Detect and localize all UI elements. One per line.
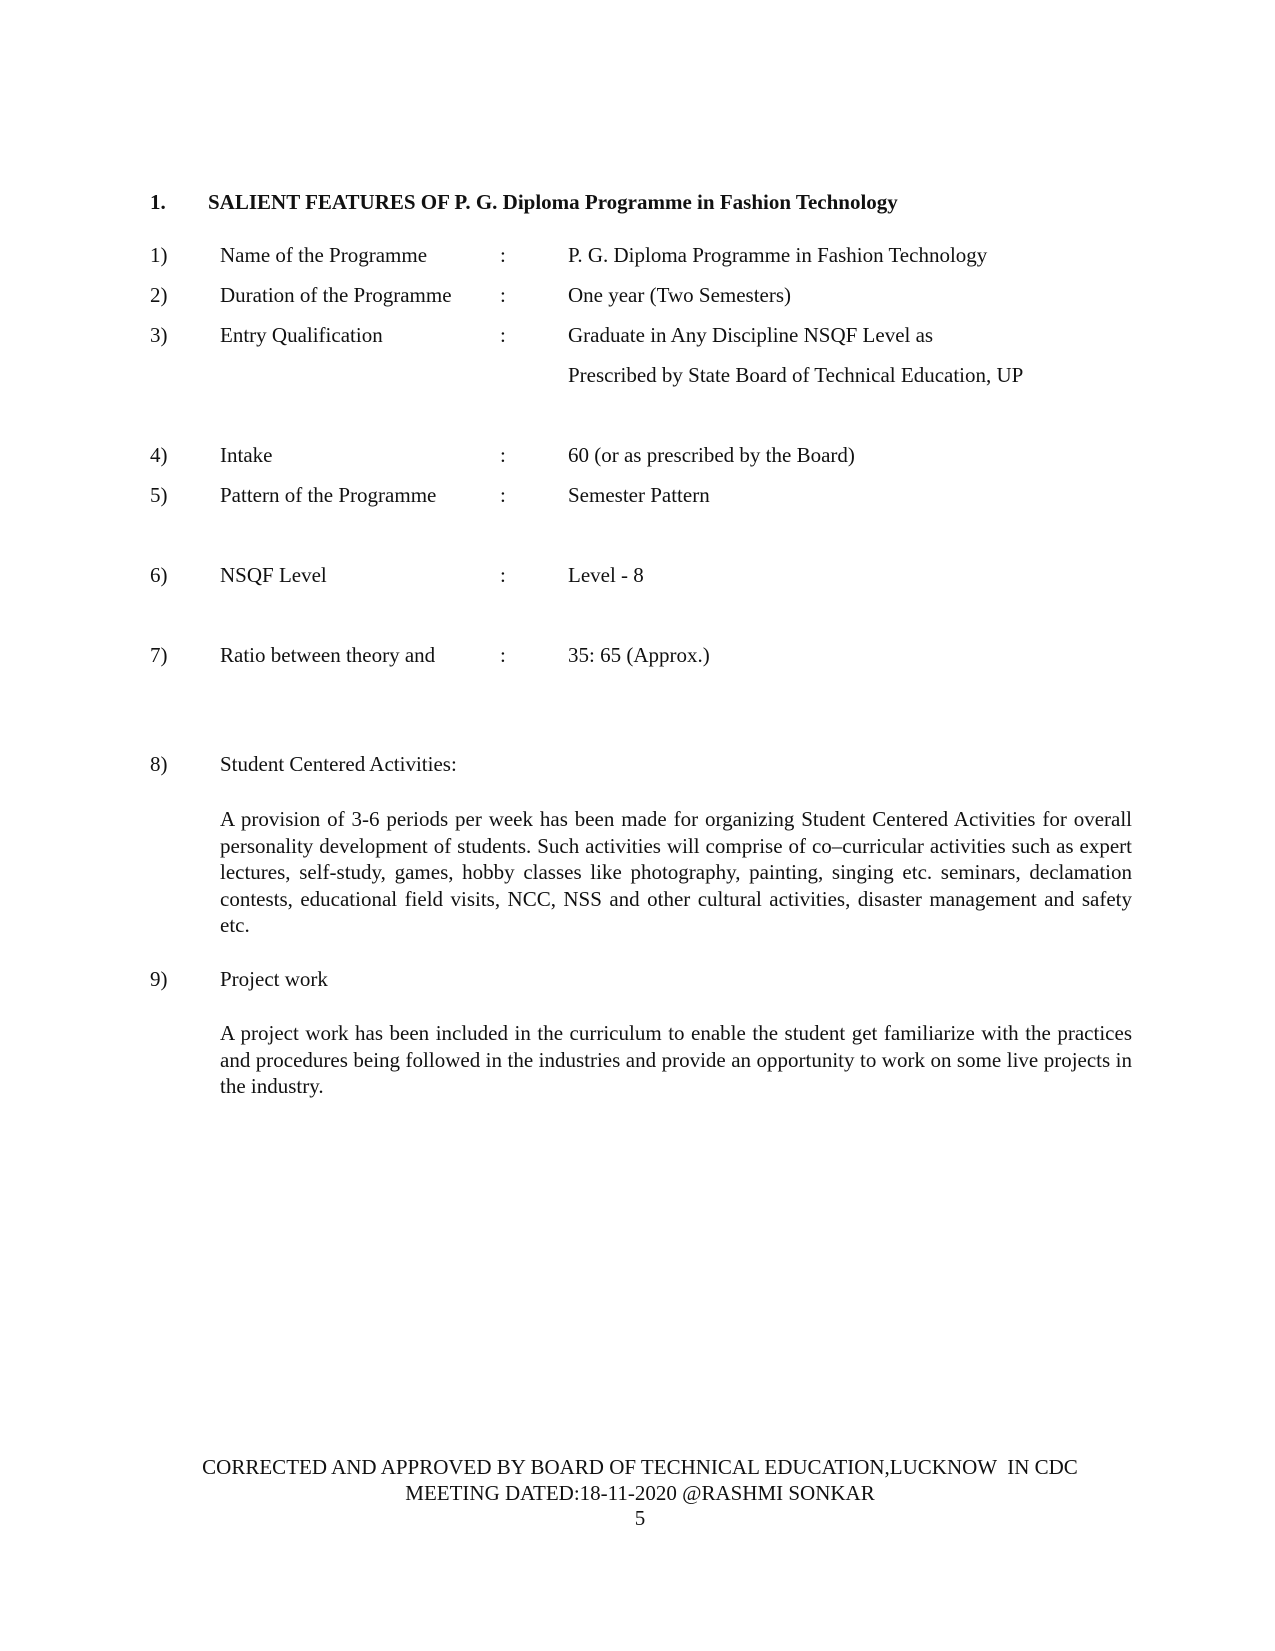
- feature-separator: :: [500, 483, 506, 507]
- feature-number: 2): [150, 283, 168, 307]
- feature-label: NSQF Level: [220, 563, 327, 587]
- feature-value: Graduate in Any Discipline NSQF Level as: [568, 323, 934, 347]
- feature-value-continued: Prescribed by State Board of Technical Education, UP: [568, 363, 1024, 387]
- feature-value: One year (Two Semesters): [568, 283, 792, 307]
- page-number: 5: [634, 1506, 646, 1530]
- section-title: Student Centered Activities:: [220, 752, 457, 776]
- footer-approval-line: CORRECTED AND APPROVED BY BOARD OF TECHNICAL EDUCATION,LUCKNOW IN CDC: [202, 1455, 1078, 1479]
- feature-number: 4): [150, 443, 168, 467]
- feature-separator: :: [500, 283, 506, 307]
- feature-value: 35: 65 (Approx.): [568, 643, 710, 667]
- section-title: Project work: [220, 967, 328, 991]
- feature-label: Pattern of the Programme: [220, 483, 437, 507]
- feature-label: Ratio between theory and: [220, 643, 436, 667]
- feature-number: 7): [150, 643, 168, 667]
- section-number: 8): [150, 752, 168, 776]
- section-body: A project work has been included in the curriculum to enable the student get familiarize with the practices and procedures being followed in the industries and provide an opportunity to work on some live projects in the industry.: [220, 1021, 1132, 1098]
- feature-label: Intake: [220, 443, 273, 467]
- feature-separator: :: [500, 443, 506, 467]
- section-body: A provision of 3-6 periods per week has been made for organizing Student Centered Activities for overall personality development of students. Such activities will comprise of co–curricular activities such as expert lectures, self-study, games, hobby classes like photography, painting, singing etc. seminars, declamation contests, educational field visits, NCC, NSS and other cultural activities, disaster management and safety etc.: [220, 807, 1132, 937]
- section-number: 9): [150, 967, 168, 991]
- feature-value: Level - 8: [568, 563, 644, 587]
- page-title: SALIENT FEATURES OF P. G. Diploma Programme in Fashion Technology: [208, 190, 898, 214]
- footer-meeting-line: MEETING DATED:18-11-2020 @RASHMI SONKAR: [405, 1480, 875, 1505]
- footer: [140, 1455, 1140, 1532]
- feature-value: P. G. Diploma Programme in Fashion Technology: [568, 243, 988, 267]
- heading-number: 1.: [150, 190, 166, 214]
- feature-label: Name of the Programme: [220, 243, 428, 267]
- feature-separator: :: [500, 563, 506, 587]
- feature-value: Semester Pattern: [568, 483, 710, 507]
- feature-number: 5): [150, 483, 168, 507]
- feature-number: 3): [150, 323, 168, 347]
- feature-number: 1): [150, 243, 168, 267]
- feature-label: Entry Qualification: [220, 323, 383, 347]
- feature-separator: :: [500, 643, 506, 667]
- feature-separator: :: [500, 243, 506, 267]
- feature-separator: :: [500, 323, 506, 347]
- feature-value: 60 (or as prescribed by the Board): [568, 443, 855, 467]
- feature-label: Duration of the Programme: [220, 283, 452, 307]
- feature-number: 6): [150, 563, 168, 587]
